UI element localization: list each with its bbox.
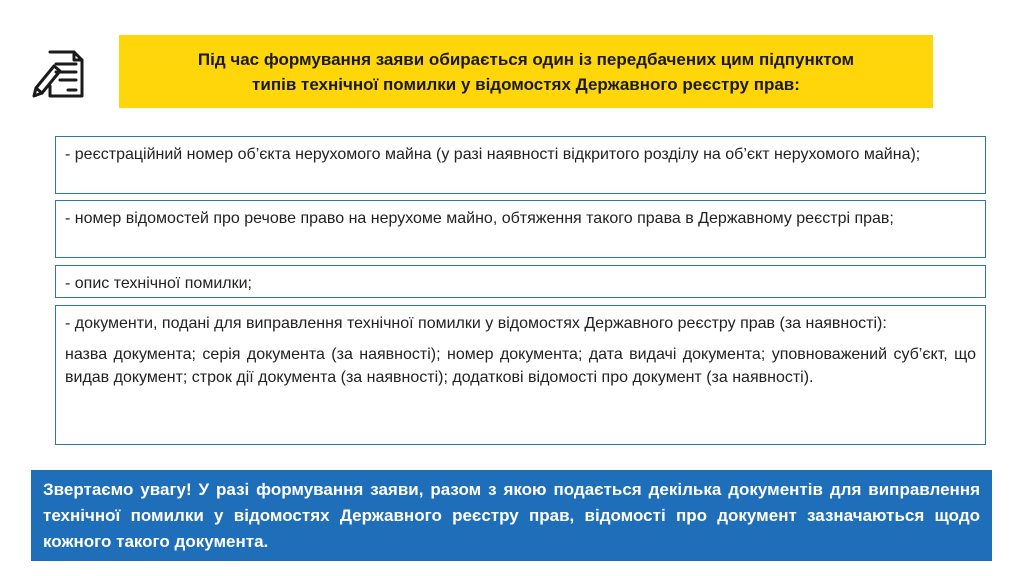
banner-line-2: типів технічної помилки у відомостях Державного реєстру прав: bbox=[252, 74, 800, 94]
list-item-registration-number bbox=[55, 136, 986, 194]
document-edit-icon bbox=[30, 44, 88, 102]
list-item-text: - реєстраційний номер об’єкта нерухомого майна (у разі наявності відкритого розділу на об’єкт нерухомого майна); bbox=[65, 146, 921, 163]
list-item-documents bbox=[55, 305, 986, 445]
list-item-rights-number bbox=[55, 200, 986, 258]
banner-line-1: Під час формування заяви обирається один із передбачених цим підпунктом bbox=[197, 49, 855, 69]
notice-text: Звертаємо увагу! У разі формування заяви, разом з якою подається декілька документів для виправлення технічної помилки у відомостях Державного реєстру прав, відомості про документ зазначаються щодо кожного такого документа. bbox=[43, 480, 980, 551]
notice-box bbox=[31, 470, 992, 561]
list-item-text: - номер відомостей про речове право на нерухоме майно, обтяження такого права в Державному реєстрі прав; bbox=[65, 210, 894, 227]
header-banner bbox=[119, 35, 933, 108]
list-item-error-description bbox=[55, 265, 986, 298]
list-item-text: - опис технічної помилки; bbox=[65, 275, 252, 292]
list-item-text: - документи, подані для виправлення технічної помилки у відомостях Державного реєстру прав (за наявності): bbox=[65, 315, 887, 332]
list-item-detail: назва документа; серія документа (за наявності); номер документа; дата видачі документа; уповноважений суб’єкт, що видав документ; строк дії документа (за наявності); додаткові відомості про документ (за наявності). bbox=[65, 346, 976, 386]
